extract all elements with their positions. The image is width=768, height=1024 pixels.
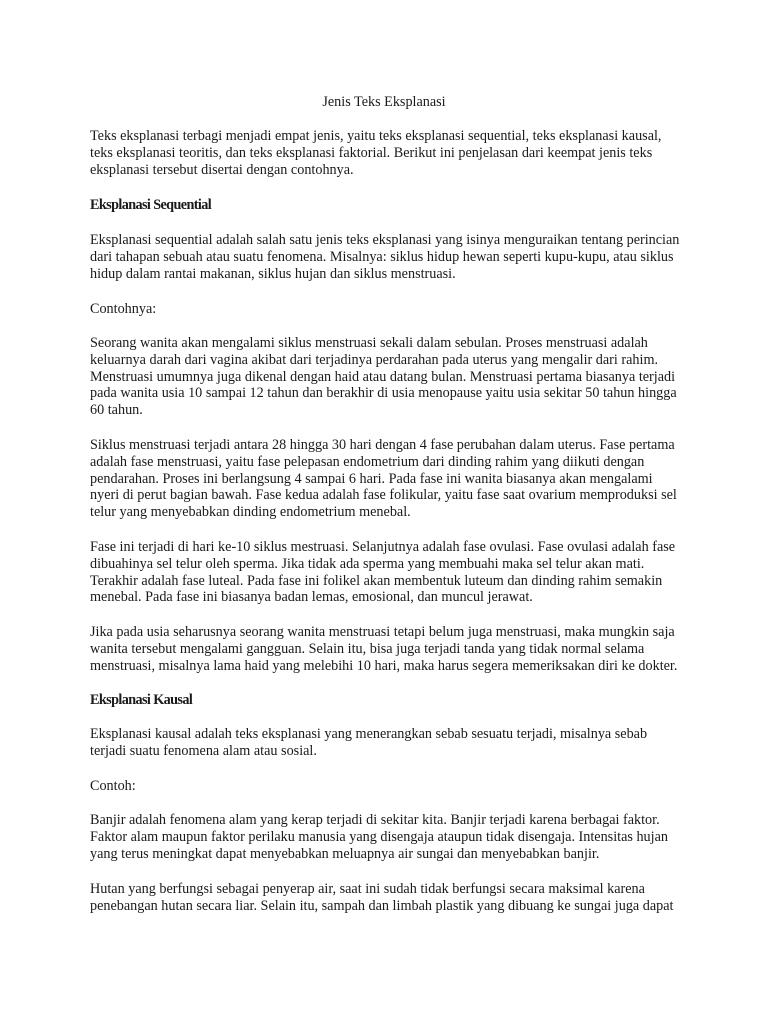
kausal-example-label: Contoh:	[90, 778, 136, 794]
sequential-example-paragraph-4: Jika pada usia seharusnya seorang wanita menstruasi tetapi belum juga menstruasi, maka mungkin saja wanita tersebut mengalami gangguan. Selain itu, bisa juga terjadi tanda yang tidak normal selama menstruasi, misalnya lama haid yang melebihi 10 hari, maka harus segera memeriksakan diri ke dokter.	[90, 624, 678, 674]
document-title: Jenis Teks Eksplanasi	[322, 94, 446, 110]
heading-eksplanasi-sequential: Eksplanasi Sequential	[90, 197, 212, 213]
kausal-definition-paragraph: Eksplanasi kausal adalah teks eksplanasi yang menerangkan sebab sesuatu terjadi, misalnya sebab terjadi suatu fenomena alam atau sosial.	[90, 726, 648, 759]
sequential-example-paragraph-3: Fase ini terjadi di hari ke-10 siklus mestruasi. Selanjutnya adalah fase ovulasi. Fase ovulasi adalah fase dibuahinya sel telur oleh sperma. Jika tidak ada sperma yang membuahi maka sel telur akan mati. Terakhir adalah fase luteal. Pada fase ini folikel akan membentuk luteum dan dinding rahim semakin menebal. Pada fase ini biasanya badan lemas, emosional, dan muncul jerawat.	[90, 539, 676, 606]
kausal-example-paragraph-2: Hutan yang berfungsi sebagai penyerap air, saat ini sudah tidak berfungsi secara maksimal karena penebangan hutan secara liar. Selain itu, sampah dan limbah plastik yang dibuang ke sungai juga dapat	[90, 881, 674, 914]
sequential-example-paragraph-2: Siklus menstruasi terjadi antara 28 hingga 30 hari dengan 4 fase perubahan dalam uterus. Fase pertama adalah fase menstruasi, yaitu fase pelepasan endometrium dari dinding rahim yang diikuti dengan pendarahan. Proses ini berlangsung 4 sampai 6 hari. Pada fase ini wanita biasanya akan mengalami nyeri di perut bagian bawah. Fase kedua adalah fase folikular, yaitu fase saat ovarium memproduksi sel telur yang menyebabkan dinding endometrium menebal.	[90, 437, 677, 521]
sequential-example-paragraph-1: Seorang wanita akan mengalami siklus menstruasi sekali dalam sebulan. Proses menstruasi adalah keluarnya darah dari vagina akibat dari terjadinya perdarahan pada uterus yang mengalir dari rahim. Menstruasi umumnya juga dikenal dengan haid atau datang bulan. Menstruasi pertama biasanya terjadi pada wanita usia 10 sampai 12 tahun dan berakhir di usia menopause yaitu usia sekitar 50 tahun hingga 60 tahun.	[90, 335, 677, 419]
kausal-example-paragraph-1: Banjir adalah fenomena alam yang kerap terjadi di sekitar kita. Banjir terjadi karena berbagai faktor. Faktor alam maupun faktor perilaku manusia yang disengaja ataupun tidak disengaja. Intensitas hujan yang terus meningkat dapat menyebabkan meluapnya air sungai dan menyebabkan banjir.	[90, 812, 668, 862]
intro-paragraph: Teks eksplanasi terbagi menjadi empat jenis, yaitu teks eksplanasi sequential, teks eksplanasi kausal, teks eksplanasi teoritis, dan teks eksplanasi faktorial. Berikut ini penjelasan dari keempat jenis teks eksplanasi tersebut disertai dengan contohnya.	[90, 128, 662, 178]
sequential-example-label: Contohnya:	[90, 301, 157, 317]
sequential-definition-paragraph: Eksplanasi sequential adalah salah satu jenis teks eksplanasi yang isinya menguraikan tentang perincian dari tahapan sebuah atau suatu fenomena. Misalnya: siklus hidup hewan seperti kupu-kupu, atau siklus hidup dalam rantai makanan, siklus hujan dan siklus menstruasi.	[90, 232, 680, 282]
heading-eksplanasi-kausal: Eksplanasi Kausal	[90, 692, 193, 708]
